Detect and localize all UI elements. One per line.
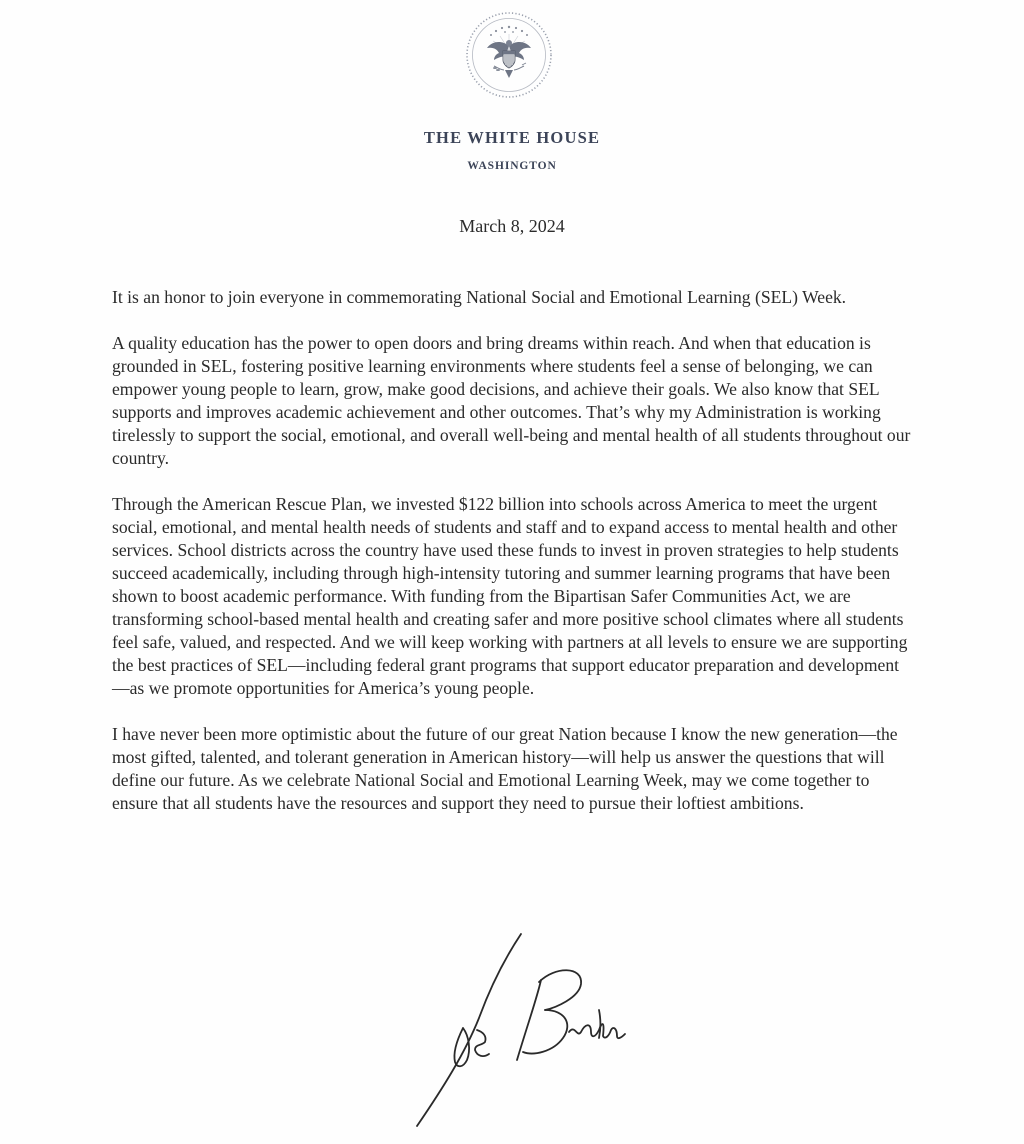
presidential-seal-icon <box>464 10 554 100</box>
letter-date: March 8, 2024 <box>459 216 565 236</box>
handwritten-signature-icon <box>405 928 645 1133</box>
paragraph-1: It is an honor to join everyone in commemorating National Social and Emotional Learning (SEL) Week. <box>112 287 847 307</box>
letterhead-title: THE WHITE HOUSE <box>423 128 601 147</box>
letterhead-subtitle: WASHINGTON <box>467 160 557 172</box>
paragraph-2: A quality education has the power to open doors and bring dreams within reach. And when that education is grounded in SEL, fostering positive learning environments where students feel a sense of belonging, we can empower young people to learn, grow, make good decisions, and achieve their goals. We also know that SEL supports and improves academic achievement and other outcomes. That’s why my Administration is working tirelessly to support the social, emotional, and overall well-being and mental health of all students throughout our country. <box>112 333 911 468</box>
paragraph-3: Through the American Rescue Plan, we invested $122 billion into schools across America to meet the urgent social, emotional, and mental health needs of students and staff and to expand access to mental health and other services. School districts across the country have used these funds to invest in proven strategies to help students succeed academically, including through high-intensity tutoring and summer learning programs that have been shown to boost academic performance. With funding from the Bipartisan Safer Communities Act, we are transforming school-based mental health and creating safer and more positive school climates where all students feel safe, valued, and respected. And we will keep working with partners at all levels to ensure we are supporting the best practices of SEL—including federal grant programs that support educator preparation and development—as we promote opportunities for America’s young people. <box>112 494 908 698</box>
paragraph-4: I have never been more optimistic about the future of our great Nation because I know the new generation—the most gifted, talented, and tolerant generation in American history—will help us answer the questions that will define our future. As we celebrate National Social and Emotional Learning Week, may we come together to ensure that all students have the resources and support they need to pursue their loftiest ambitions. <box>112 724 898 813</box>
letter-body <box>112 286 912 838</box>
